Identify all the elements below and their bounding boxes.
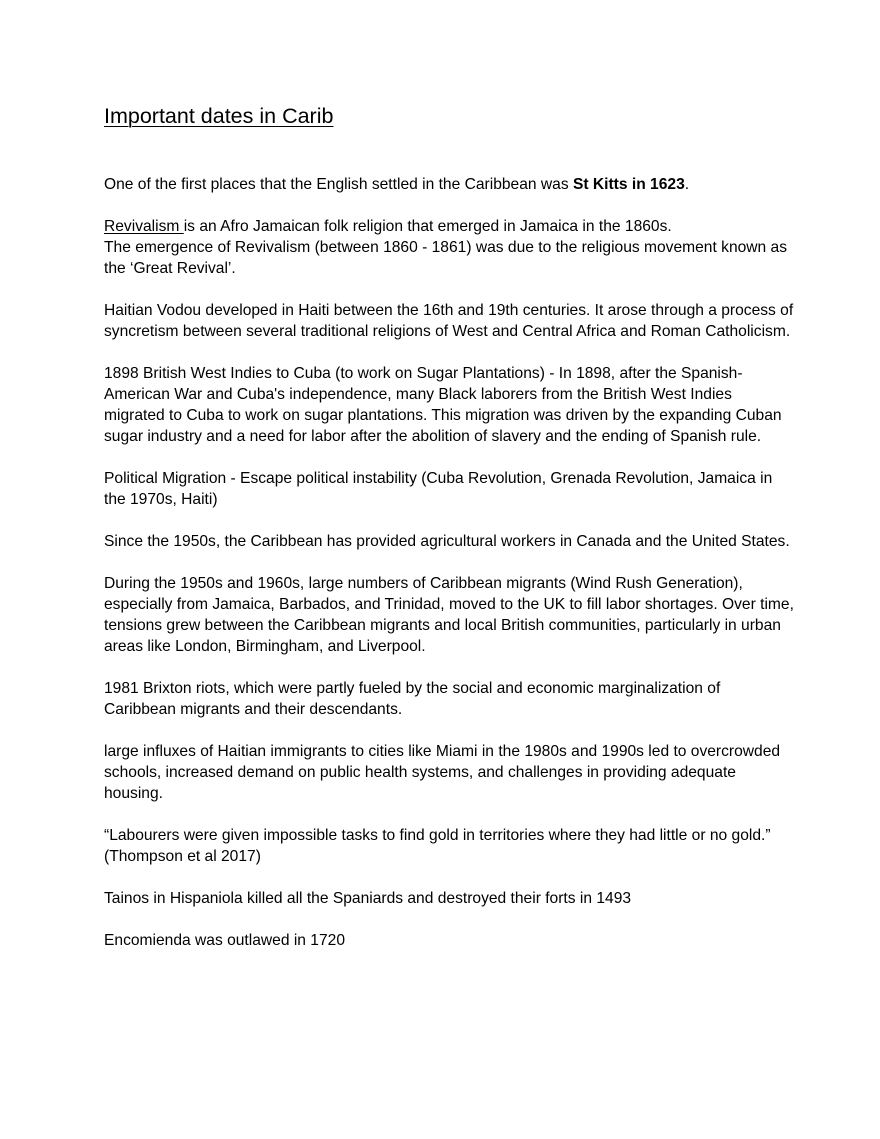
page-title: Important dates in Carib [104,104,334,128]
bold-highlight: St Kitts in 1623 [572,176,685,193]
paragraph-st-kitts [104,174,794,195]
paragraph-text-line2: The emergence of Revivalism (between 1860 - 1861) was due to the religious movement known as the ‘Great Revival’. [104,239,788,277]
paragraph-political-migration: Political Migration - Escape political instability (Cuba Revolution, Grenada Revolution, Jamaica in the 1970s, Haiti) [104,470,773,508]
document-page [104,102,794,951]
paragraph-end: . [684,176,690,193]
paragraph-tainos: Tainos in Hispaniola killed all the Spaniards and destroyed their forts in 1493 [104,890,632,907]
paragraph-labourers-quote: “Labourers were given impossible tasks to find gold in territories where they had little or no gold.” (Thompson et al 2017) [104,827,771,865]
revivalism-link[interactable]: Revivalism [104,218,184,235]
paragraph-text: One of the first places that the English settled in the Caribbean was [104,176,573,193]
paragraph-windrush: During the 1950s and 1960s, large numbers of Caribbean migrants (Wind Rush Generation), especially from Jamaica, Barbados, and Trinidad, moved to the UK to fill labor shortages. Over time, tensions grew between the Caribbean migrants and local British communities, particularly in urban areas like London, Birmingham, and Liverpool. [104,575,794,655]
paragraph-brixton-riots: 1981 Brixton riots, which were partly fueled by the social and economic marginalization of Caribbean migrants and their descendants. [104,680,721,718]
paragraph-revivalism [104,216,794,279]
paragraph-haitian-immigrants: large influxes of Haitian immigrants to cities like Miami in the 1980s and 1990s led to overcrowded schools, increased demand on public health systems, and challenges in providing adequate housing. [104,743,781,802]
paragraph-cuba-migration: 1898 British West Indies to Cuba (to work on Sugar Plantations) - In 1898, after the Spanish-American War and Cuba's independence, many Black laborers from the British West Indies migrated to Cuba to work on sugar plantations. This migration was driven by the expanding Cuban sugar industry and a need for labor after the abolition of slavery and the ending of Spanish rule. [104,365,782,445]
paragraph-encomienda: Encomienda was outlawed in 1720 [104,932,345,949]
paragraph-haitian-vodou: Haitian Vodou developed in Haiti between the 16th and 19th centuries. It arose through a process of syncretism between several traditional religions of West and Central Africa and Roman Catholicism. [104,302,794,340]
paragraph-text: is an Afro Jamaican folk religion that emerged in Jamaica in the 1860s. [183,218,672,235]
paragraph-agricultural-workers: Since the 1950s, the Caribbean has provided agricultural workers in Canada and the United States. [104,533,790,550]
